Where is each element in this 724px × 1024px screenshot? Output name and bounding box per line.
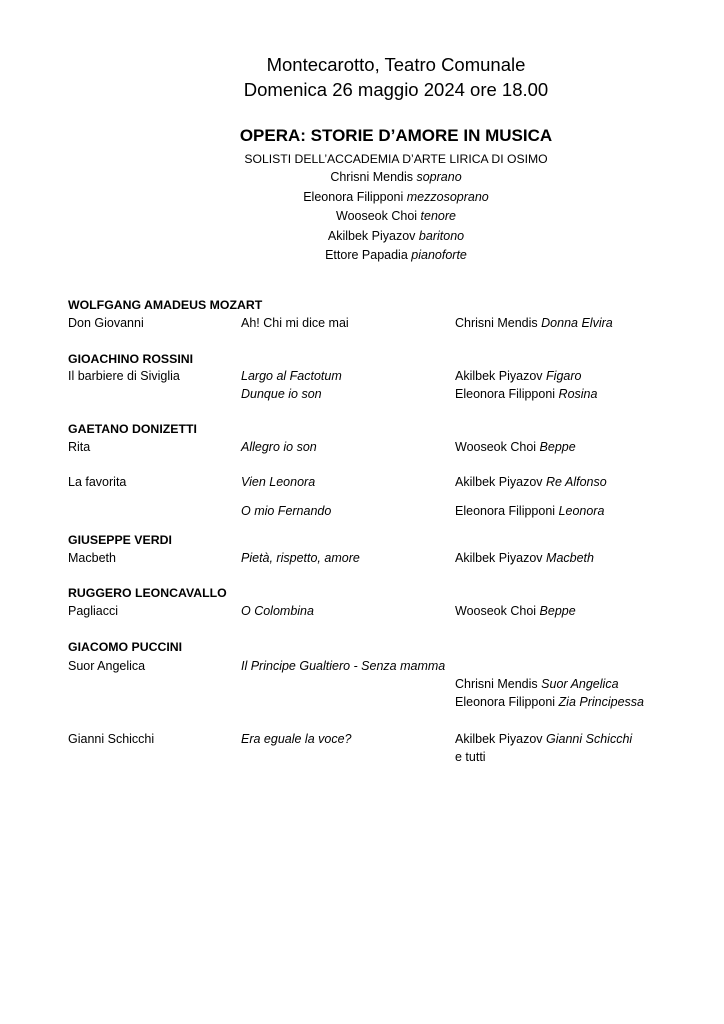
opera-title: Suor Angelica xyxy=(68,659,146,673)
singer-role: Beppe xyxy=(539,440,576,454)
singer-role: Macbeth xyxy=(546,551,594,565)
performer-name: Ettore Papadia xyxy=(325,248,408,262)
performer xyxy=(68,246,724,266)
singer-role: Gianni Schicchi xyxy=(546,732,633,746)
concert-subtitle: SOLISTI DELL’ACCADEMIA D’ARTE LIRICA DI OSIMO xyxy=(244,152,548,166)
singer-credit xyxy=(455,502,604,520)
singer-credit xyxy=(455,314,613,332)
singer-credit xyxy=(455,675,619,693)
event-date: Domenica 26 maggio 2024 ore 18.00 xyxy=(243,79,549,100)
singer-name: Akilbek Piyazov xyxy=(455,551,543,565)
performer-role: soprano xyxy=(416,170,462,184)
opera-title: Pagliacci xyxy=(68,604,119,618)
singer-role: Donna Elvira xyxy=(541,316,613,330)
singer-role: Re Alfonso xyxy=(546,475,607,489)
composer-heading: GIUSEPPE VERDI xyxy=(68,533,172,547)
performer-name: Eleonora Filipponi xyxy=(303,189,404,204)
opera-title: La favorita xyxy=(68,475,127,489)
singer-name: Eleonora Filipponi xyxy=(455,387,556,401)
aria-title: Ah! Chi mi dice mai xyxy=(241,316,349,330)
singer-name: Wooseok Choi xyxy=(455,440,537,454)
singer-credit xyxy=(455,602,576,620)
performer-role: mezzosoprano xyxy=(406,189,489,204)
singer-name: Akilbek Piyazov xyxy=(455,369,543,383)
composer-heading: GAETANO DONIZETTI xyxy=(68,422,197,436)
aria-title: Dunque io son xyxy=(241,387,322,401)
singer-credit xyxy=(455,367,581,385)
singer-credit xyxy=(455,693,644,711)
composer-heading: GIOACHINO ROSSINI xyxy=(68,352,194,366)
aria-title: Pietà, rispetto, amore xyxy=(241,551,360,565)
performer-name: Wooseok Choi xyxy=(336,209,418,223)
singer-credit xyxy=(455,385,597,403)
aria-title: O mio Fernando xyxy=(241,504,332,518)
performer-name: Chrisni Mendis xyxy=(330,170,413,184)
composer-heading: RUGGERO LEONCAVALLO xyxy=(68,586,227,600)
aria-title: Era eguale la voce? xyxy=(241,732,352,746)
opera-title: Don Giovanni xyxy=(68,316,144,330)
opera-title: Macbeth xyxy=(68,551,116,565)
concert-title-block xyxy=(0,124,724,266)
ensemble-credit: e tutti xyxy=(455,750,486,764)
event-header xyxy=(0,52,724,102)
singer-credit xyxy=(455,730,632,748)
performer xyxy=(68,207,724,227)
singer-name: Chrisni Mendis xyxy=(455,677,538,691)
singer-credit xyxy=(455,473,607,491)
singer-name: Eleonora Filipponi xyxy=(455,504,556,518)
singer-name: Chrisni Mendis xyxy=(455,316,538,330)
concert-title: OPERA: STORIE D’AMORE IN MUSICA xyxy=(239,126,553,145)
singer-credit xyxy=(455,549,594,567)
aria-title: O Colombina xyxy=(241,604,314,618)
singer-role: Zia Principessa xyxy=(558,695,644,709)
aria-title: Il Principe Gualtiero - Senza mamma xyxy=(241,659,446,673)
singer-role: Rosina xyxy=(558,387,598,401)
opera-title: Rita xyxy=(68,440,91,454)
composer-heading: GIACOMO PUCCINI xyxy=(68,640,183,654)
singer-name: Akilbek Piyazov xyxy=(455,475,543,489)
singer-role: Leonora xyxy=(558,504,605,518)
singer-role: Suor Angelica xyxy=(541,677,619,691)
opera-title: Il barbiere di Siviglia xyxy=(68,369,180,383)
singer-role: Figaro xyxy=(546,369,582,383)
composer-heading: WOLFGANG AMADEUS MOZART xyxy=(68,298,263,312)
aria-title: Vien Leonora xyxy=(241,475,316,489)
venue: Montecarotto, Teatro Comunale xyxy=(266,54,526,75)
performer xyxy=(68,227,724,247)
singer-name: Eleonora Filipponi xyxy=(455,695,556,709)
performer-role: pianoforte xyxy=(411,248,467,262)
singer-name: Akilbek Piyazov xyxy=(455,732,543,746)
aria-title: Largo al Factotum xyxy=(241,369,342,383)
singer-credit xyxy=(455,438,576,456)
aria-title: Allegro io son xyxy=(241,440,317,454)
singer-name: Wooseok Choi xyxy=(455,604,537,618)
performer-role: baritono xyxy=(418,228,465,243)
performer xyxy=(68,168,724,188)
performer-name: Akilbek Piyazov xyxy=(327,228,416,243)
opera-title: Gianni Schicchi xyxy=(68,732,155,746)
performer-role: tenore xyxy=(420,209,456,223)
performer xyxy=(68,188,724,208)
singer-role: Beppe xyxy=(539,604,576,618)
